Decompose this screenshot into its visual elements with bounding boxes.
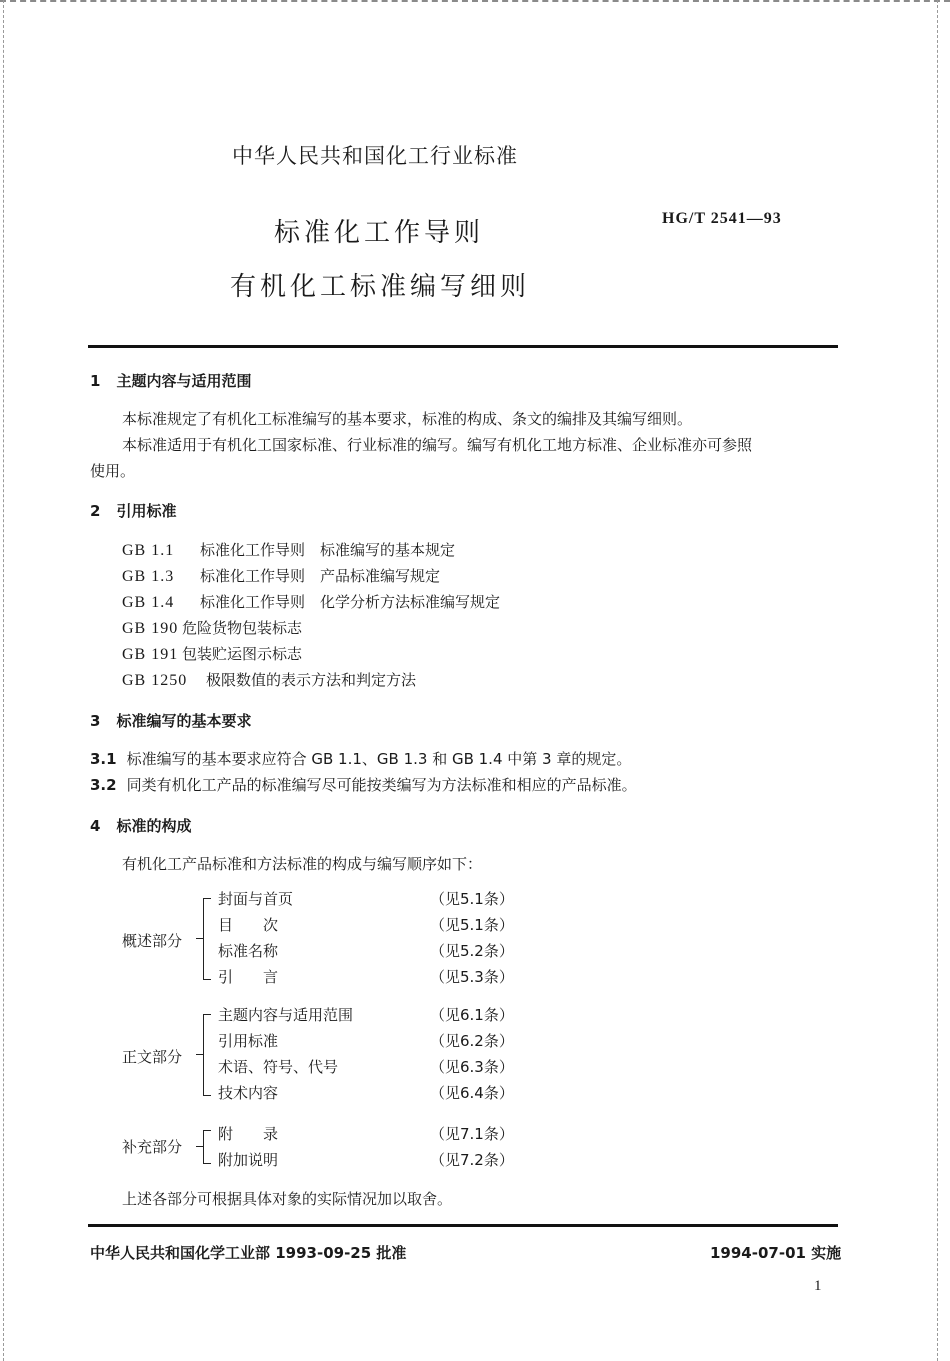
page-number: 1 bbox=[814, 1278, 822, 1294]
structure-item-name: 目 次 bbox=[218, 916, 279, 934]
structure-item-ref: （见5.3条） bbox=[430, 968, 514, 986]
section-1-para-1: 本标准规定了有机化工标准编写的基本要求，标准的构成、条文的编排及其编写细则。 bbox=[122, 410, 693, 428]
clause-number: 3.2 bbox=[90, 776, 117, 794]
section-1-number: 1 bbox=[90, 372, 101, 390]
structure-item-name: 引 言 bbox=[218, 968, 279, 986]
structure-item-ref: （见5.1条） bbox=[430, 916, 514, 934]
reference-title: 极限数值的表示方法和判定方法 bbox=[206, 671, 417, 689]
reference-code: GB 1.1 bbox=[122, 542, 175, 559]
section-4-number: 4 bbox=[90, 817, 101, 835]
section-1-para-2-line-2: 使用。 bbox=[90, 462, 136, 480]
reference-item bbox=[122, 669, 416, 690]
structure-item-name: 附 录 bbox=[218, 1125, 279, 1143]
brace-overview bbox=[203, 898, 211, 980]
reference-title: 包装贮运图示标志 bbox=[182, 645, 303, 663]
structure-item-ref: （见6.2条） bbox=[430, 1032, 514, 1050]
group-label-supplement: 补充部分 bbox=[122, 1138, 183, 1156]
section-3-title: 标准编写的基本要求 bbox=[116, 712, 252, 730]
brace-supplement bbox=[203, 1130, 211, 1164]
structure-item-ref: （见6.4条） bbox=[430, 1084, 514, 1102]
structure-item-name: 标准名称 bbox=[218, 942, 279, 960]
right-dashed-border bbox=[937, 0, 938, 1361]
structure-item-ref: （见6.3条） bbox=[430, 1058, 514, 1076]
reference-code: GB 191 bbox=[122, 646, 179, 663]
header-divider bbox=[88, 345, 838, 348]
structure-item-name: 附加说明 bbox=[218, 1151, 279, 1169]
reference-code: GB 1.4 bbox=[122, 594, 175, 611]
section-2-number: 2 bbox=[90, 502, 101, 520]
brace-body-tip bbox=[196, 1054, 204, 1055]
clause-text: 标准编写的基本要求应符合 GB 1.1、GB 1.3 和 GB 1.4 中第 3 章的规定。 bbox=[126, 750, 632, 768]
section-2-title: 引用标准 bbox=[116, 502, 177, 520]
section-4-heading bbox=[90, 815, 191, 836]
section-3-heading bbox=[90, 710, 251, 731]
brace-body bbox=[203, 1014, 211, 1096]
structure-item-ref: （见6.1条） bbox=[430, 1006, 514, 1024]
structure-item-ref: （见7.1条） bbox=[430, 1125, 514, 1143]
approval-line: 中华人民共和国化学工业部 1993-09-25 批准 bbox=[90, 1244, 407, 1262]
section-2-heading bbox=[90, 500, 176, 521]
reference-title: 标准化工作导则 化学分析方法标准编写规定 bbox=[200, 593, 501, 611]
section-1-title: 主题内容与适用范围 bbox=[116, 372, 252, 390]
clause-3-1 bbox=[90, 748, 631, 769]
implementation-date: 1994-07-01 实施 bbox=[710, 1244, 842, 1262]
structure-item-name: 封面与首页 bbox=[218, 890, 294, 908]
group-label-body: 正文部分 bbox=[122, 1048, 183, 1066]
footer-divider bbox=[88, 1224, 838, 1227]
brace-supplement-tip bbox=[196, 1146, 204, 1147]
standard-code: HG/T 2541—93 bbox=[662, 210, 782, 227]
clause-number: 3.1 bbox=[90, 750, 117, 768]
section-4-title: 标准的构成 bbox=[116, 817, 192, 835]
structure-item-name: 术语、符号、代号 bbox=[218, 1058, 339, 1076]
reference-title: 标准化工作导则 标准编写的基本规定 bbox=[200, 541, 456, 559]
reference-code: GB 1.3 bbox=[122, 568, 175, 585]
left-dashed-border bbox=[3, 0, 4, 1361]
section-3-number: 3 bbox=[90, 712, 101, 730]
brace-overview-tip bbox=[196, 938, 204, 939]
structure-item-ref: （见5.2条） bbox=[430, 942, 514, 960]
reference-title: 标准化工作导则 产品标准编写规定 bbox=[200, 567, 441, 585]
reference-item bbox=[122, 565, 440, 586]
title-line-1: 标准化工作导则 bbox=[274, 218, 485, 248]
reference-item bbox=[122, 591, 500, 612]
top-dashed-border bbox=[0, 0, 950, 2]
structure-intro: 有机化工产品标准和方法标准的构成与编写顺序如下： bbox=[122, 855, 483, 873]
title-line-2: 有机化工标准编写细则 bbox=[230, 272, 531, 302]
structure-item-name: 技术内容 bbox=[218, 1084, 279, 1102]
issuing-organization: 中华人民共和国化工行业标准 bbox=[232, 144, 518, 168]
group-label-overview: 概述部分 bbox=[122, 932, 183, 950]
structure-item-name: 主题内容与适用范围 bbox=[218, 1006, 354, 1024]
reference-title: 危险货物包装标志 bbox=[182, 619, 303, 637]
reference-code: GB 1250 bbox=[122, 672, 188, 689]
reference-item bbox=[122, 643, 302, 664]
structure-item-name: 引用标准 bbox=[218, 1032, 279, 1050]
reference-item bbox=[122, 539, 455, 560]
reference-code: GB 190 bbox=[122, 620, 179, 637]
section-1-heading bbox=[90, 370, 251, 391]
reference-item bbox=[122, 617, 302, 638]
structure-item-ref: （见7.2条） bbox=[430, 1151, 514, 1169]
clause-text: 同类有机化工产品的标准编写尽可能按类编写为方法标准和相应的产品标准。 bbox=[126, 776, 637, 794]
structure-closing: 上述各部分可根据具体对象的实际情况加以取舍。 bbox=[122, 1190, 453, 1208]
clause-3-2 bbox=[90, 774, 637, 795]
structure-item-ref: （见5.1条） bbox=[430, 890, 514, 908]
section-1-para-2-line-1: 本标准适用于有机化工国家标准、行业标准的编写。编写有机化工地方标准、企业标准亦可参照 bbox=[122, 436, 753, 454]
